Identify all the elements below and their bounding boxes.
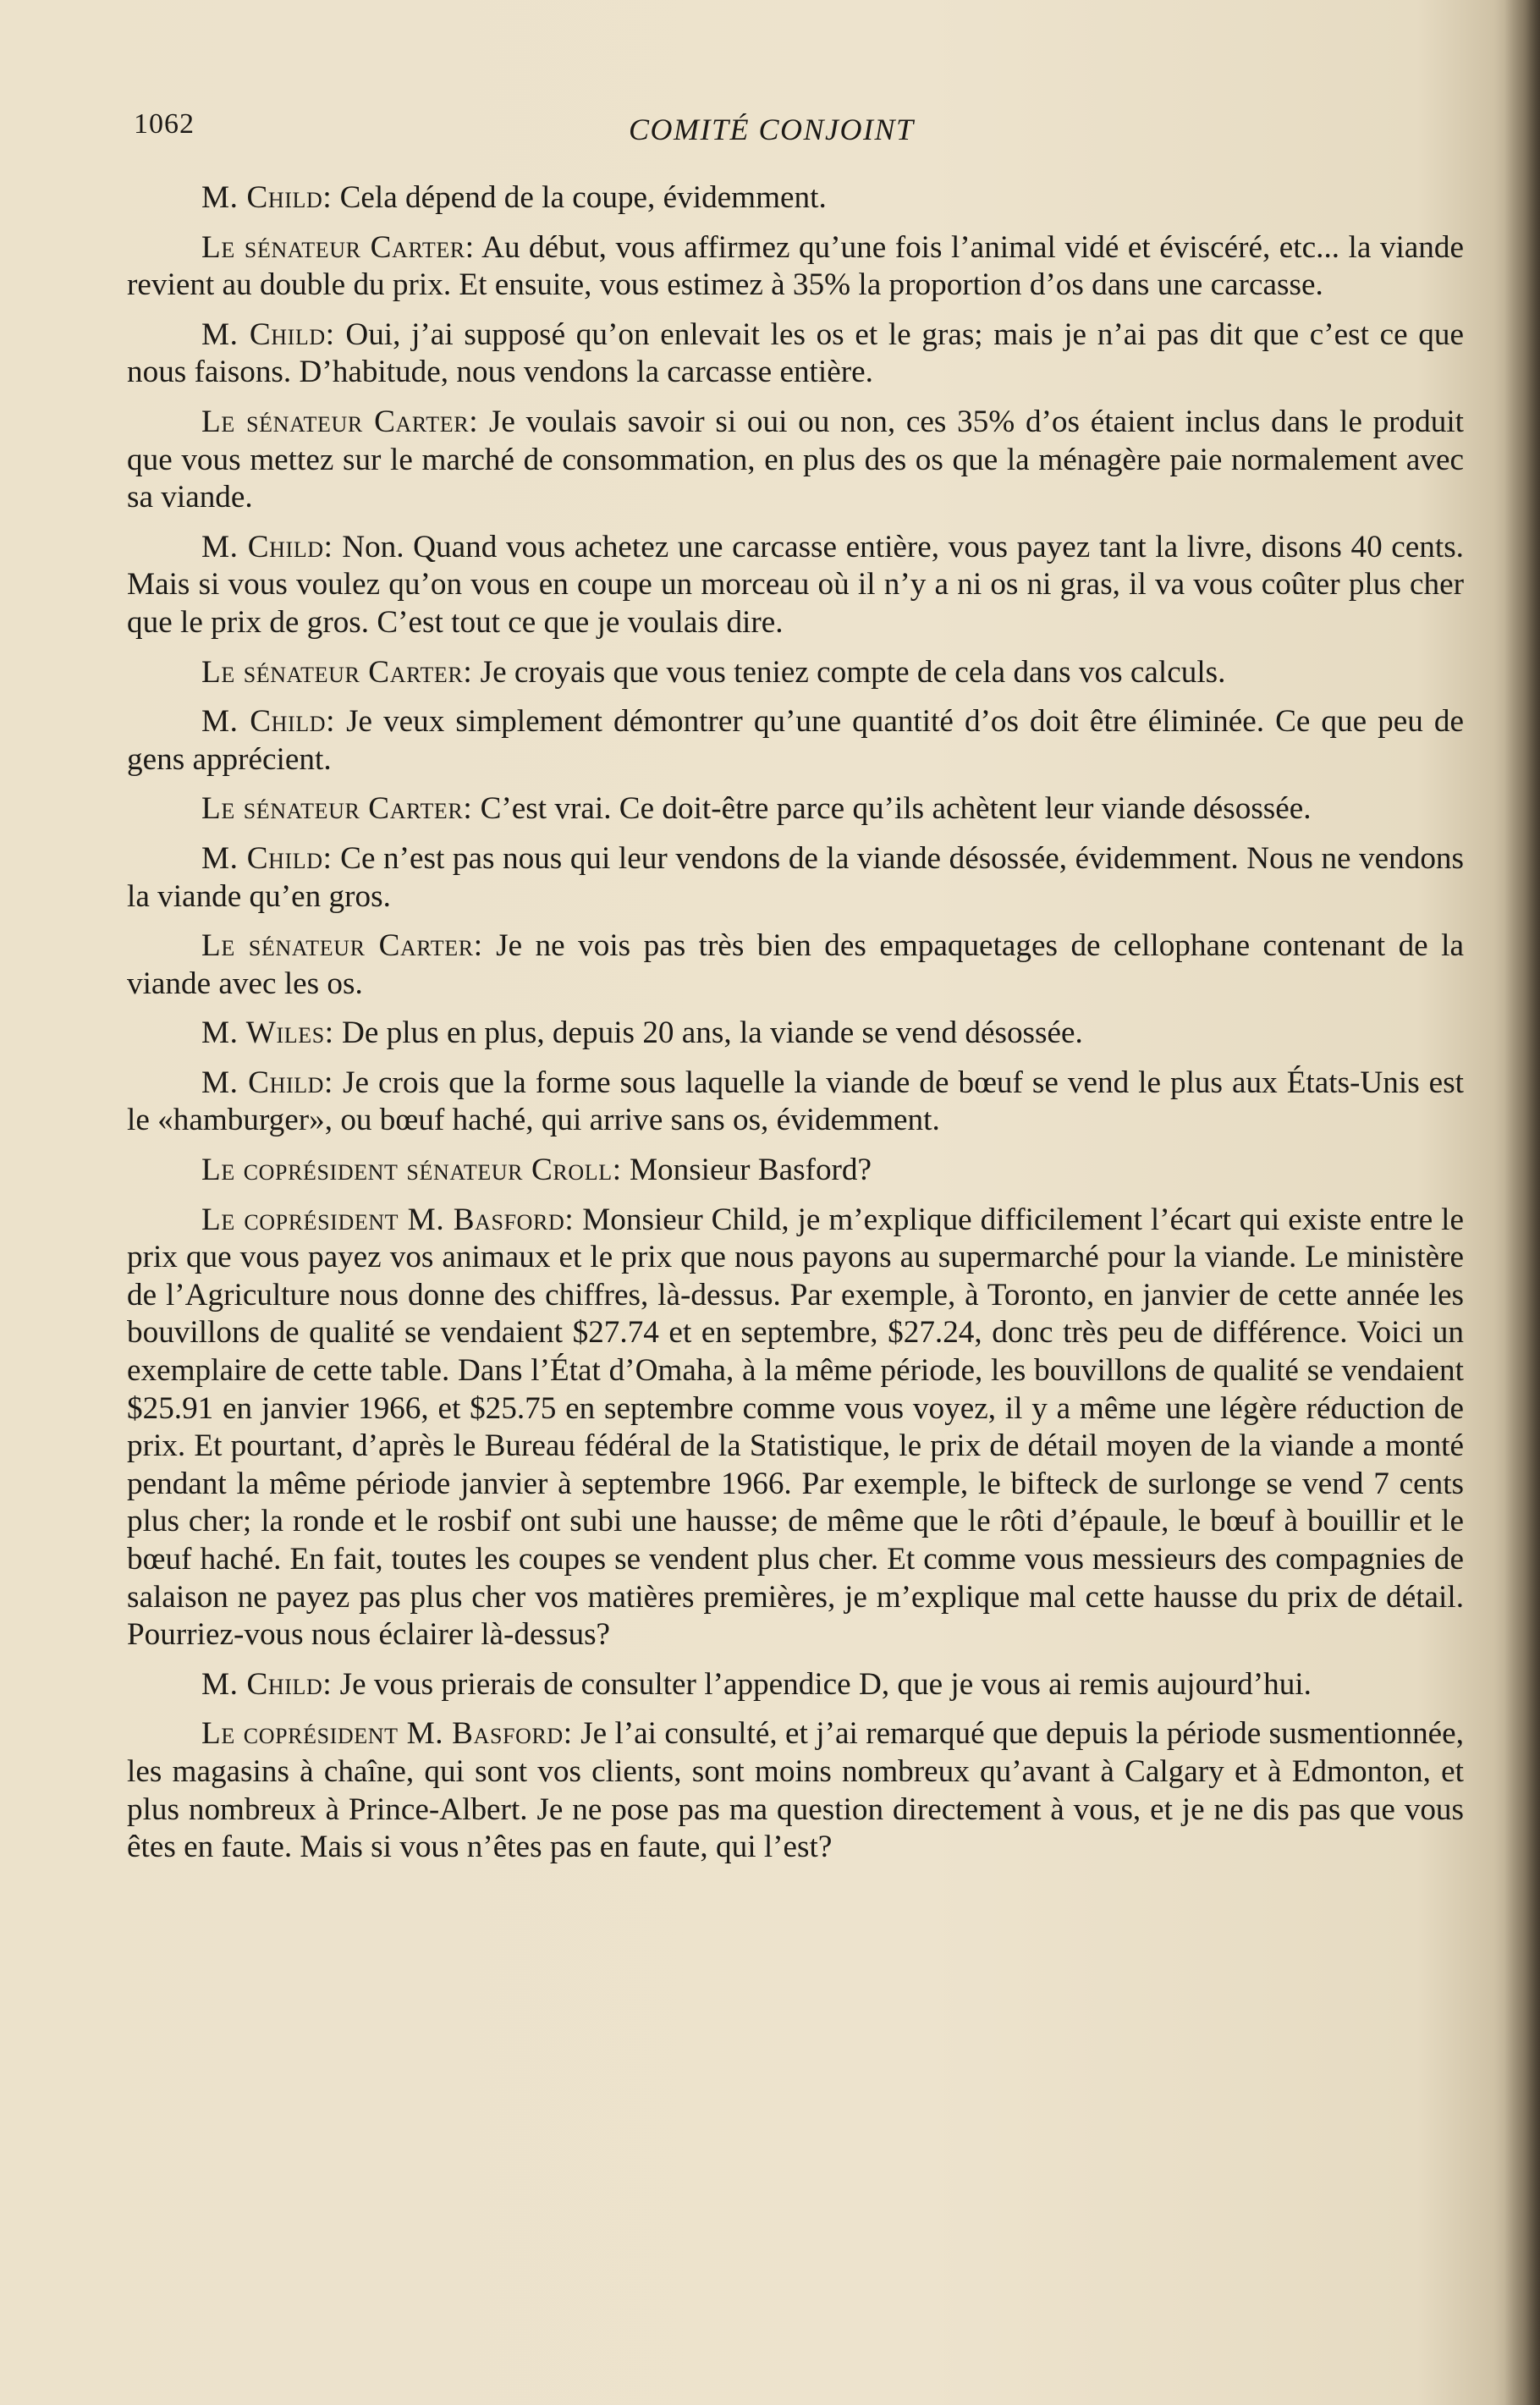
speech-text: Au début, vous affirmez qu’une fois l’animal vidé et éviscéré, etc... la viande revient au double du prix. Et ensuite, vous estimez à 35% la proportion d’os dans une carcasse.: [127, 229, 1464, 303]
speech-text: Ce n’est pas nous qui leur vendons de la viande désossée, évidemment. Nous ne vendons la viande qu’en gros.: [127, 840, 1464, 914]
speaker-label: Le sénateur Carter:: [201, 404, 479, 439]
page-gutter-shadow: [1504, 0, 1540, 2405]
paragraph-13: [127, 1152, 1464, 1190]
speaker-label: M. Child:: [201, 529, 333, 564]
speaker-label: M. Child:: [201, 1065, 333, 1100]
running-head: COMITÉ CONJOINT: [629, 113, 915, 146]
paragraph-10: [127, 927, 1464, 1003]
speaker-label: Le coprésident M. Basford:: [201, 1716, 573, 1752]
paragraph-9: [127, 840, 1464, 916]
paragraph-12: [127, 1065, 1464, 1140]
speech-text: Non. Quand vous achetez une carcasse entière, vous payez tant la livre, disons 40 cents. Mais si vous voulez qu’on vous en coupe un morceau où il n’y a ni os ni gras, il va vous coûter plus cher que le prix de gros. C’est tout ce que je voulais dire.: [127, 529, 1464, 640]
speech-text: Je ne vois pas très bien des empaquetages de cellophane contenant de la viande avec les os.: [127, 928, 1464, 1001]
page-number: 1062: [134, 108, 195, 140]
page-header: [134, 108, 1454, 159]
speaker-label: M. Child:: [201, 180, 333, 215]
speech-text: Je voulais savoir si oui ou non, ces 35% d’os étaient inclus dans le produit que vous mettez sur le marché de consommation, en plus des os que la ménagère paie normalement avec sa viande.: [127, 404, 1464, 515]
paragraph-14: [127, 1202, 1464, 1654]
speaker-label: M. Child:: [201, 704, 336, 740]
paragraph-4: [127, 404, 1464, 517]
speech-text: Je vous prierais de consulter l’appendice D, que je vous ai remis aujourd’hui.: [332, 1666, 1312, 1702]
speaker-label: M. Child:: [201, 1666, 333, 1702]
paragraph-5: [127, 529, 1464, 642]
paragraph-7: [127, 703, 1464, 779]
transcript-body: [127, 179, 1464, 1879]
paragraph-15: [127, 1666, 1464, 1704]
speaker-label: M. Wiles:: [201, 1015, 334, 1051]
speech-text: Oui, j’ai supposé qu’on enlevait les os et le gras; mais je n’ai pas dit que c’est ce que nous faisons. D’habitude, nous vendons la carcasse entière.: [127, 316, 1464, 390]
speaker-label: Le sénateur Carter:: [201, 654, 473, 690]
paragraph-1: [127, 179, 1464, 217]
speaker-label: Le sénateur Carter:: [201, 928, 483, 964]
speaker-label: Le sénateur Carter:: [201, 791, 473, 827]
speaker-label: M. Child:: [201, 840, 333, 876]
paragraph-2: [127, 229, 1464, 305]
paragraph-16: [127, 1715, 1464, 1866]
speech-text: De plus en plus, depuis 20 ans, la viande se vend désossée.: [333, 1015, 1083, 1051]
speech-text: Je croyais que vous teniez compte de cela dans vos calculs.: [472, 654, 1226, 690]
paragraph-11: [127, 1015, 1464, 1053]
speaker-label: Le sénateur Carter:: [201, 229, 475, 265]
speech-text: Cela dépend de la coupe, évidemment.: [332, 180, 827, 215]
paragraph-3: [127, 316, 1464, 392]
speech-text: Je veux simplement démontrer qu’une quantité d’os doit être éliminée. Ce que peu de gens apprécient.: [127, 704, 1464, 777]
speech-text: Je crois que la forme sous laquelle la viande de bœuf se vend le plus aux États-Unis est le «hamburger», ou bœuf haché, qui arrive sans os, évidemment.: [127, 1065, 1464, 1138]
speaker-label: M. Child:: [201, 316, 335, 352]
speech-text: Monsieur Basford?: [621, 1153, 872, 1188]
speaker-label: Le coprésident sénateur Croll:: [201, 1153, 622, 1188]
speaker-label: Le coprésident M. Basford:: [201, 1202, 575, 1237]
paragraph-8: [127, 790, 1464, 828]
paragraph-6: [127, 654, 1464, 692]
speech-text: C’est vrai. Ce doit-être parce qu’ils achètent leur viande désossée.: [472, 791, 1312, 827]
speech-text: Monsieur Child, je m’explique difficilement l’écart qui existe entre le prix que vous payez vos animaux et le prix que nous payons au supermarché pour la viande. Le ministère de l’Agriculture nous donne des chiffres, là-dessus. Par exemple, à Toronto, en janvier de cette année les bouvillons de qualité se vendaient $27.74 et en septembre, $27.24, donc très peu de différence. Voici un exemplaire de cette table. Dans l’État d’Omaha, à la même période, les bouvillons de qualité se vendaient $25.91 en janvier 1966, et $25.75 en septembre comme vous voyez, il y a même une légère réduction de prix. Et pourtant, d’après le Bureau fédéral de la Statistique, le prix de détail moyen de la viande a monté pendant la même période janvier à septembre 1966. Par exemple, le bifteck de surlonge se vend 7 cents plus cher; la ronde et le rosbif ont subi une hausse; de même que le rôti d’épaule, le bœuf à bouillir et le bœuf haché. En fait, toutes les coupes se vendent plus cher. Et comme vous messieurs des compagnies de salaison ne payez pas plus cher vos matières premières, je m’explique mal cette hausse du prix de détail. Pourriez-vous nous éclairer là-dessus?: [127, 1202, 1464, 1653]
speech-text: Je l’ai consulté, et j’ai remarqué que depuis la période susmentionnée, les magasins à chaîne, qui sont vos clients, sont moins nombreux qu’avant à Calgary et à Edmonton, et plus nombreux à Prince-Albert. Je ne pose pas ma question directement à vous, et je ne dis pas que vous êtes en faute. Mais si vous n’êtes pas en faute, qui l’est?: [127, 1716, 1464, 1865]
